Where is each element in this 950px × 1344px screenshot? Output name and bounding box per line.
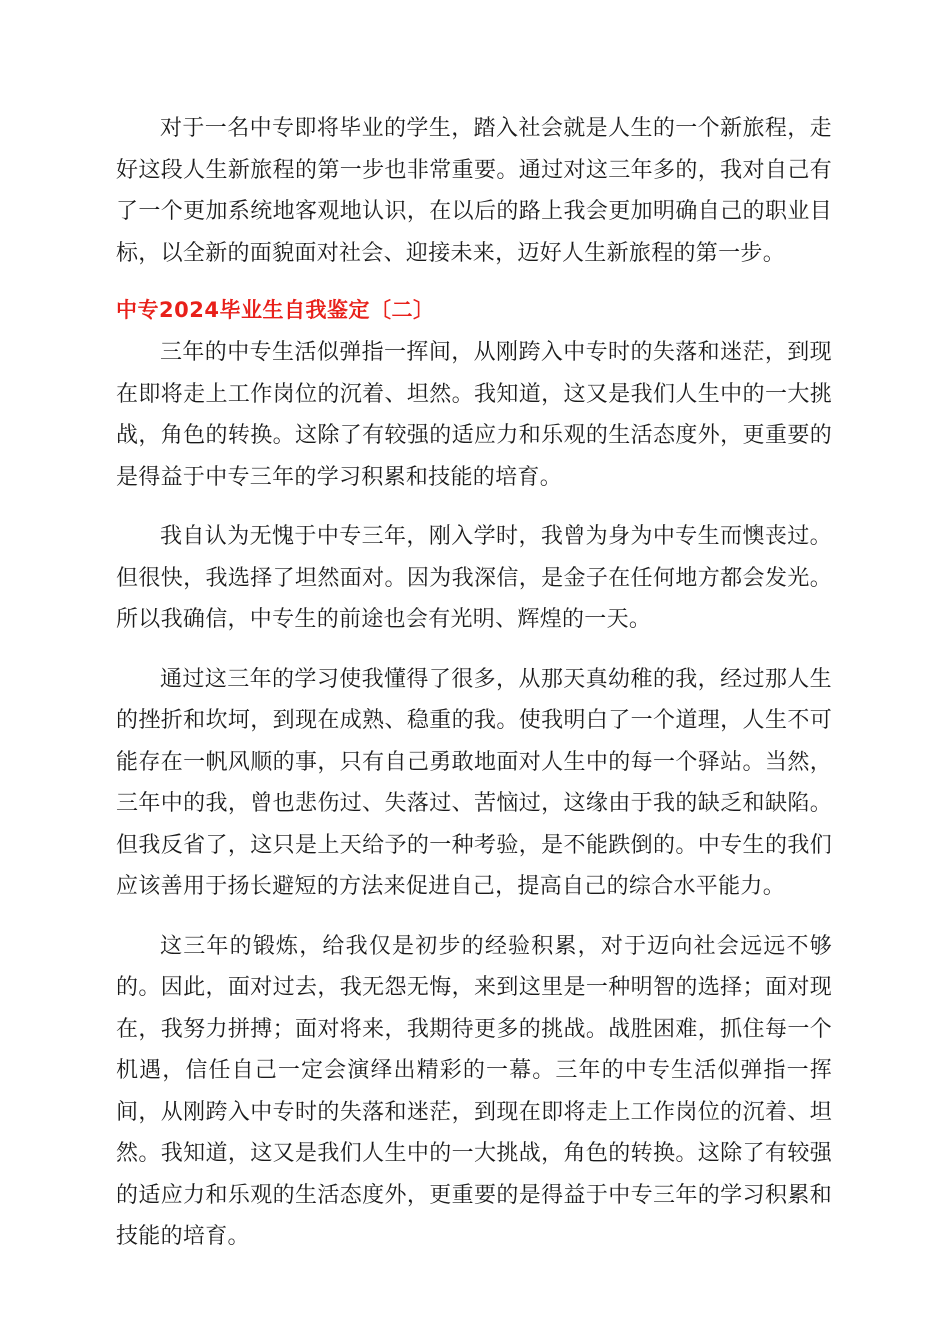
intro-paragraph: 对于一名中专即将毕业的学生，踏入社会就是人生的一个新旅程，走好这段人生新旅程的第一步也非常重要。通过对这三年多的，我对自己有了一个更加系统地客观地认识，在以后的路上我会更加明确自己的职业目标，以全新的面貌面对社会、迎接未来，迈好人生新旅程的第一步。 [116, 116, 832, 266]
body-paragraph-4: 这三年的锻炼，给我仅是初步的经验积累，对于迈向社会远远不够的。因此，面对过去，我无怨无悔，来到这里是一种明智的选择；面对现在，我努力拼搏；面对将来，我期待更多的挑战。战胜困难，抓住每一个机遇，信任自己一定会演绎出精彩的一幕。三年的中专生活似弹指一挥间，从刚跨入中专时的失落和迷茫，到现在即将走上工作岗位的沉着、坦然。我知道，这又是我们人生中的一大挑战，角色的转换。这除了有较强的适应力和乐观的生活态度外，更重要的是得益于中专三年的学习积累和技能的培育。 [116, 933, 832, 1249]
section-heading: 中专2024毕业生自我鉴定〔二〕 [116, 298, 435, 322]
body-paragraph-1: 三年的中专生活似弹指一挥间，从刚跨入中专时的失落和迷茫，到现在即将走上工作岗位的沉着、坦然。我知道，这又是我们人生中的一大挑战，角色的转换。这除了有较强的适应力和乐观的生活态度外，更重要的是得益于中专三年的学习积累和技能的培育。 [116, 340, 832, 490]
document-body [116, 108, 832, 1276]
body-paragraph-3: 通过这三年的学习使我懂得了很多，从那天真幼稚的我，经过那人生的挫折和坎坷，到现在成熟、稳重的我。使我明白了一个道理，人生不可能存在一帆风顺的事，只有自己勇敢地面对人生中的每一个驿站。当然，三年中的我，曾也悲伤过、失落过、苦恼过，这缘由于我的缺乏和缺陷。但我反省了，这只是上天给予的一种考验，是不能跌倒的。中专生的我们应该善用于扬长避短的方法来促进自己，提高自己的综合水平能力。 [116, 666, 832, 899]
body-paragraph-2: 我自认为无愧于中专三年，刚入学时，我曾为身为中专生而懊丧过。但很快，我选择了坦然面对。因为我深信，是金子在任何地方都会发光。所以我确信，中专生的前途也会有光明、辉煌的一天。 [116, 524, 832, 632]
